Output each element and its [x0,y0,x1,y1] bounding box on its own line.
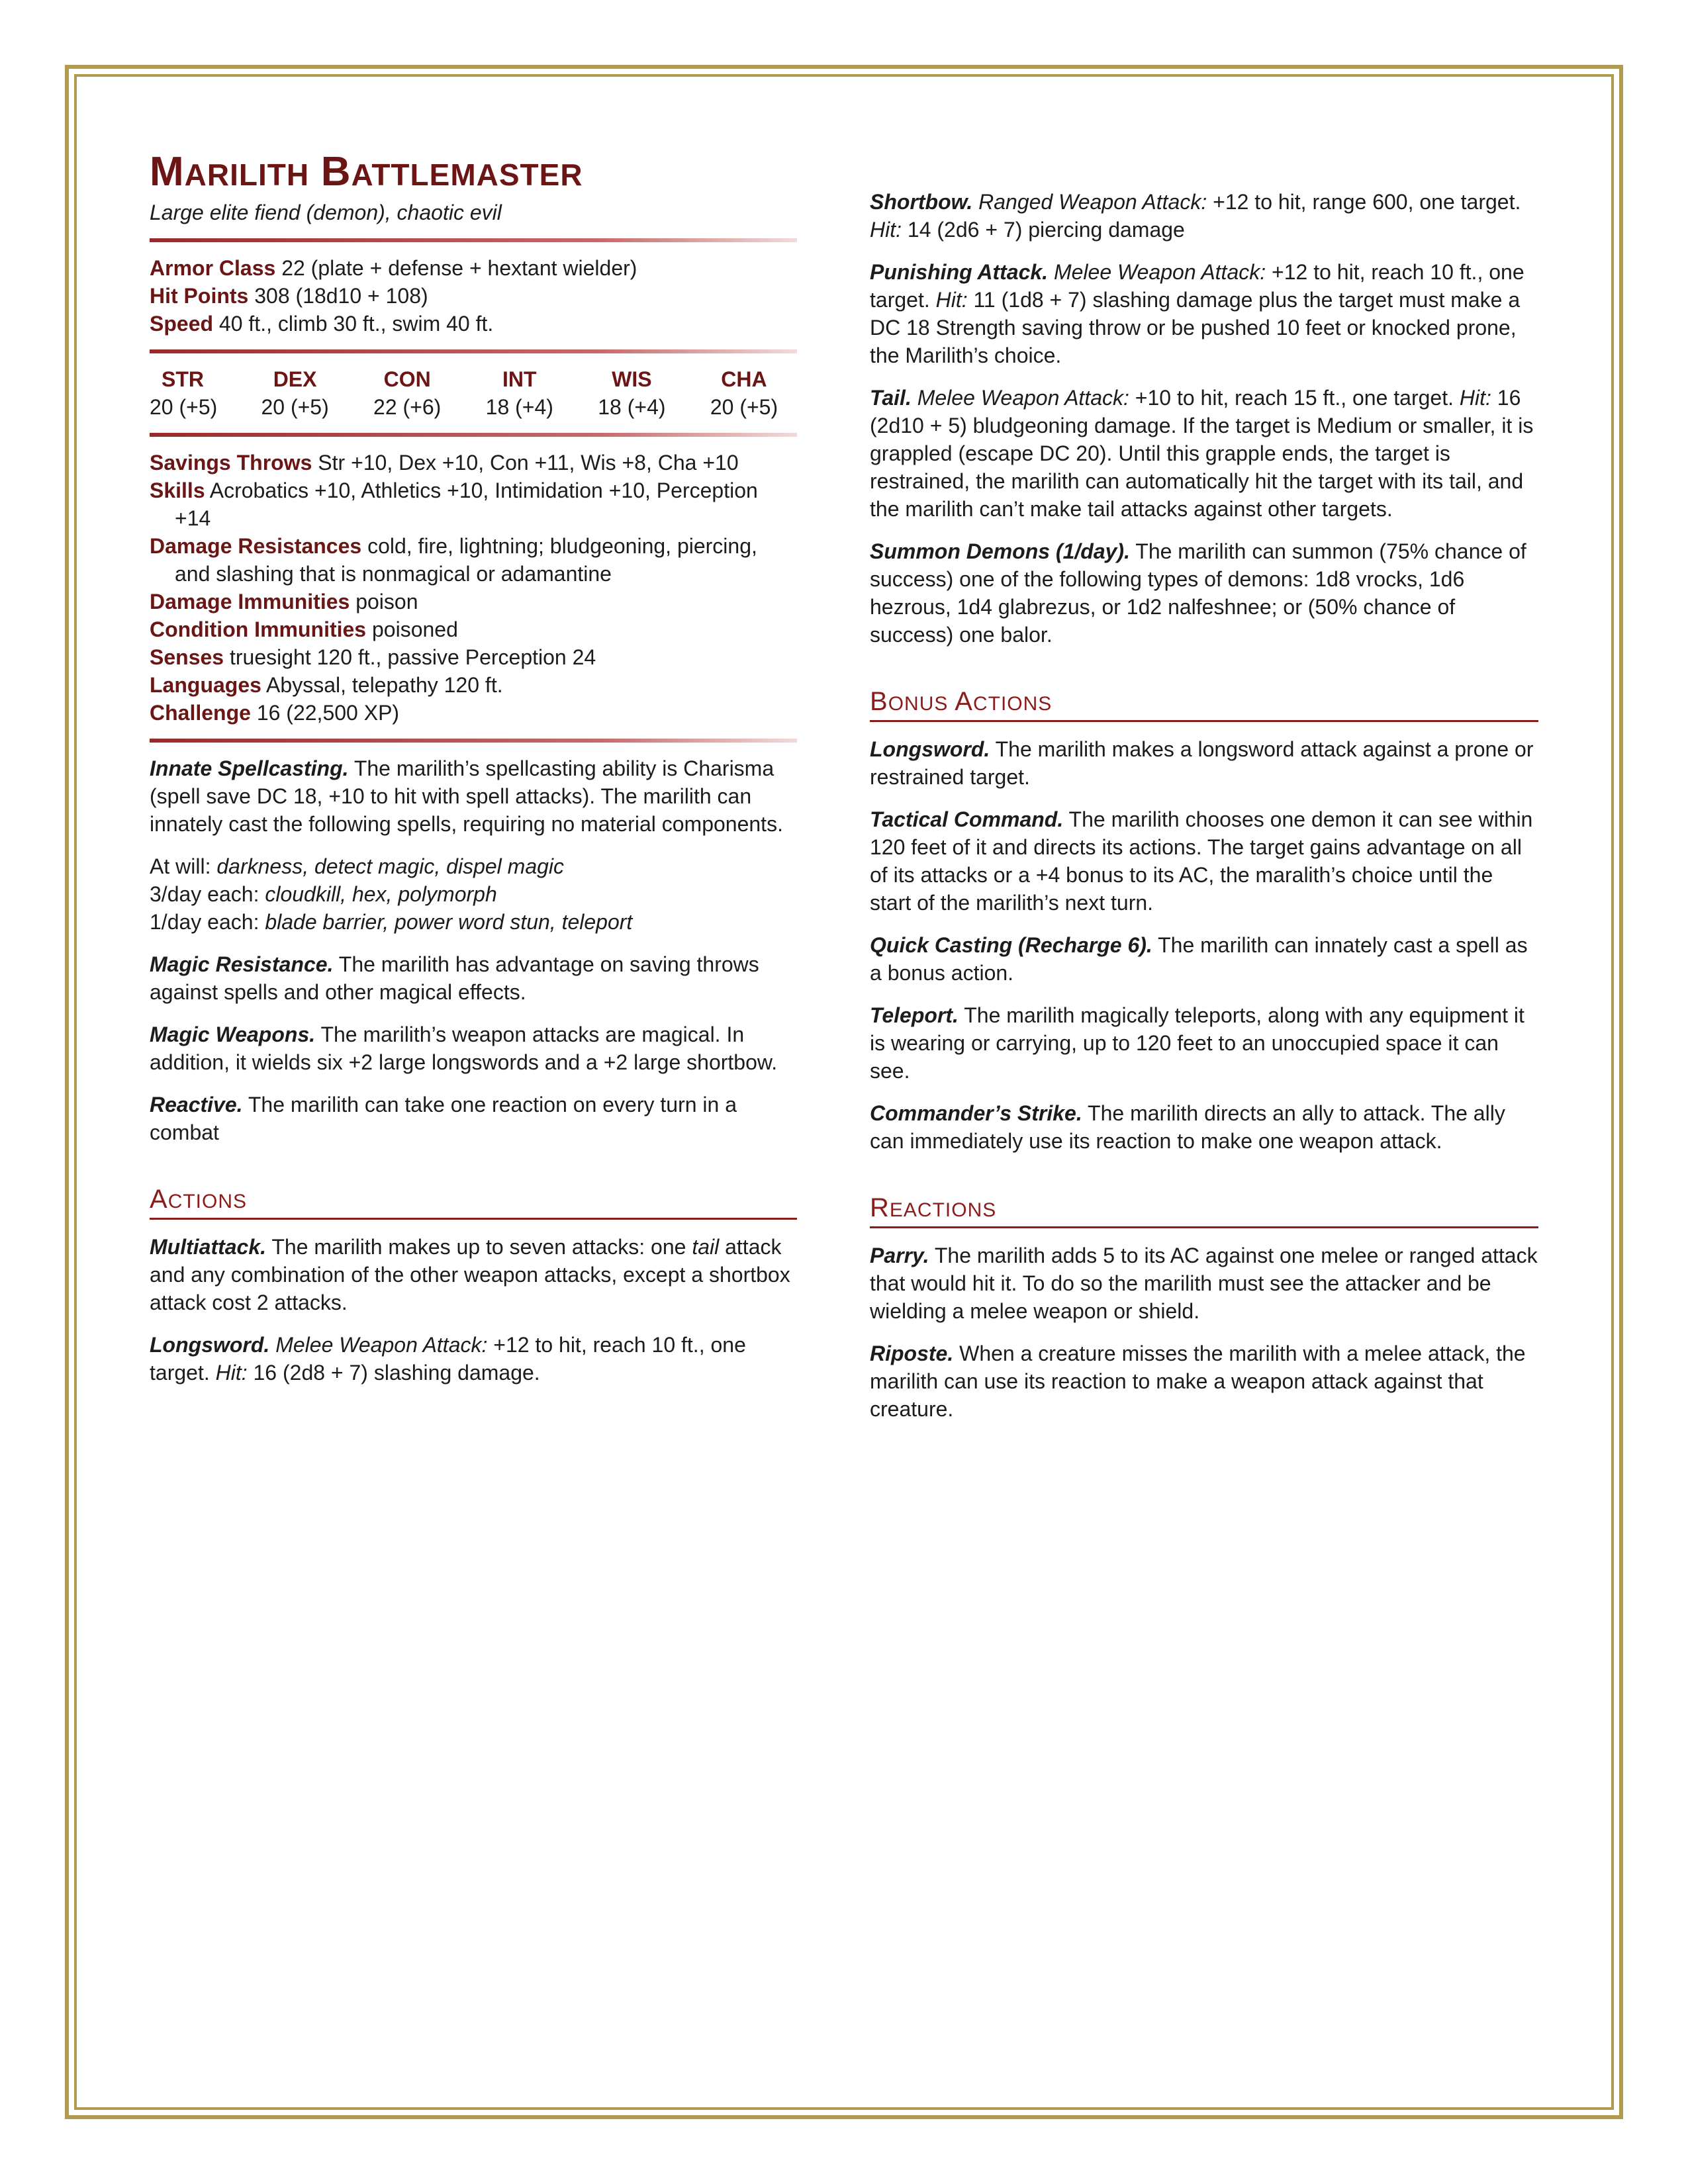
skills: Skills Acrobatics +10, Athletics +10, Intimidation +10, Perception +14 [150,478,758,530]
bonus-longsword: Longsword. The marilith makes a longsword attack against a prone or restrained target. [870,737,1534,789]
ability-con: CON 22 (+6) [373,367,442,419]
bonus-commanders-strike: Commander’s Strike. The marilith directs an ally to attack. The ally can immediately use its reaction to make one weapon attack. [870,1101,1505,1153]
creature-type: Large elite fiend (demon), chaotic evil [150,201,502,224]
spell-row: 1/day each: blade barrier, power word stun, teleport [150,910,633,934]
ability-cha: CHA 20 (+5) [710,367,778,419]
reaction-parry: Parry. The marilith adds 5 to its AC against one melee or ranged attack that would hit it. To do so the marilith must see the attacker and be wielding a melee weapon or shield. [870,1244,1538,1323]
challenge: Challenge 16 (22,500 XP) [150,701,400,725]
section-bonus-actions: BONUS ACTIONS [870,686,1538,722]
section-reactions: REACTIONS [870,1192,1538,1228]
spell-row: 3/day each: cloudkill, hex, polymorph [150,882,497,906]
divider-rule [150,433,797,437]
divider-rule [150,238,797,242]
damage-resistances: Damage Resistances cold, fire, lightning; bludgeoning, piercing, and slashing that is nonmagical or adamantine [150,534,757,586]
reaction-riposte: Riposte. When a creature misses the marilith with a melee attack, the marilith can use its reaction to make a weapon attack against that creature. [870,1342,1526,1421]
trait-reactive: Reactive. The marilith can take one reaction on every turn in a combat [150,1093,737,1144]
ability-int: INT 18 (+4) [485,367,553,419]
action-punishing-attack: Punishing Attack. Melee Weapon Attack: +12 to hit, reach 10 ft., one target. Hit: 11 (1d8 + 7) slashing damage plus the target must make a DC 18 Strength saving throw or be pushed 10 feet or knocked prone, the Marilith’s choice. [870,260,1524,367]
damage-immunities: Damage Immunities poison [150,590,418,614]
spell-list [150,852,797,936]
hit-points: Hit Points 308 (18d10 + 108) [150,284,428,308]
armor-class: Armor Class 22 (plate + defense + hextant wielder) [150,256,637,280]
divider-rule [150,739,797,743]
spell-row: At will: darkness, detect magic, dispel magic [150,854,565,878]
condition-immunities: Condition Immunities poisoned [150,617,458,641]
ability-scores [150,365,797,421]
action-summon-demons: Summon Demons (1/day). The marilith can summon (75% chance of success) one of the following types of demons: 1d8 vrocks, 1d6 hezrous, 1d4 glabrezus, or 1d2 nalfeshnee; or (50% chance of success) one balor. [870,539,1526,647]
bonus-teleport: Teleport. The marilith magically teleports, along with any equipment it is wearing or carrying, up to 120 feet to an unoccupied space it can see. [870,1003,1524,1083]
trait-magic-weapons: Magic Weapons. The marilith’s weapon attacks are magical. In addition, it wields six +2 large longswords and a +2 large shortbow. [150,1023,778,1074]
section-actions: ACTIONS [150,1183,797,1220]
ability-dex: DEX 20 (+5) [261,367,329,419]
senses: Senses truesight 120 ft., passive Perception 24 [150,645,596,669]
action-tail: Tail. Melee Weapon Attack: +10 to hit, reach 15 ft., one target. Hit: 16 (2d10 + 5) bludgeoning damage. If the target is Medium or smaller, it is grappled (escape DC 20). Until this grapple ends, the target is restrained, the marilith can automatically hit the target with its tail, and the marilith can’t make tail attacks against other targets. [870,386,1534,521]
saving-throws: Savings Throws Str +10, Dex +10, Con +11, Wis +8, Cha +10 [150,451,739,475]
trait-magic-resistance: Magic Resistance. The marilith has advantage on saving throws against spells and other magical effects. [150,952,759,1004]
statblock-title: MARILITH BATTLEMASTER [150,149,583,195]
left-column [150,151,797,1401]
ability-wis: WIS 18 (+4) [598,367,666,419]
trait-innate-spellcasting: Innate Spellcasting. The marilith’s spellcasting ability is Charisma (spell save DC 18, +10 to hit with spell attacks). The marilith can innately cast the following spells, requiring no material components. [150,756,783,836]
action-shortbow: Shortbow. Ranged Weapon Attack: +12 to hit, range 600, one target. Hit: 14 (2d6 + 7) piercing damage [870,190,1521,242]
divider-rule [150,349,797,353]
speed: Speed 40 ft., climb 30 ft., swim 40 ft. [150,312,494,336]
bonus-quick-casting: Quick Casting (Recharge 6). The marilith can innately cast a spell as a bonus action. [870,933,1528,985]
languages: Languages Abyssal, telepathy 120 ft. [150,673,503,697]
action-longsword: Longsword. Melee Weapon Attack: +12 to hit, reach 10 ft., one target. Hit: 16 (2d8 + 7) slashing damage. [150,1333,746,1385]
ability-str: STR 20 (+5) [150,367,218,419]
right-column [870,188,1538,1437]
action-multiattack: Multiattack. The marilith makes up to seven attacks: one tail attack and any combination of the other weapon attacks, except a shortbox attack cost 2 attacks. [150,1235,790,1314]
bonus-tactical-command: Tactical Command. The marilith chooses one demon it can see within 120 feet of it and directs its actions. The target gains advantage on all of its attacks or a +4 bonus to its AC, the maralith’s choice until the start of the marilith’s next turn. [870,807,1533,915]
